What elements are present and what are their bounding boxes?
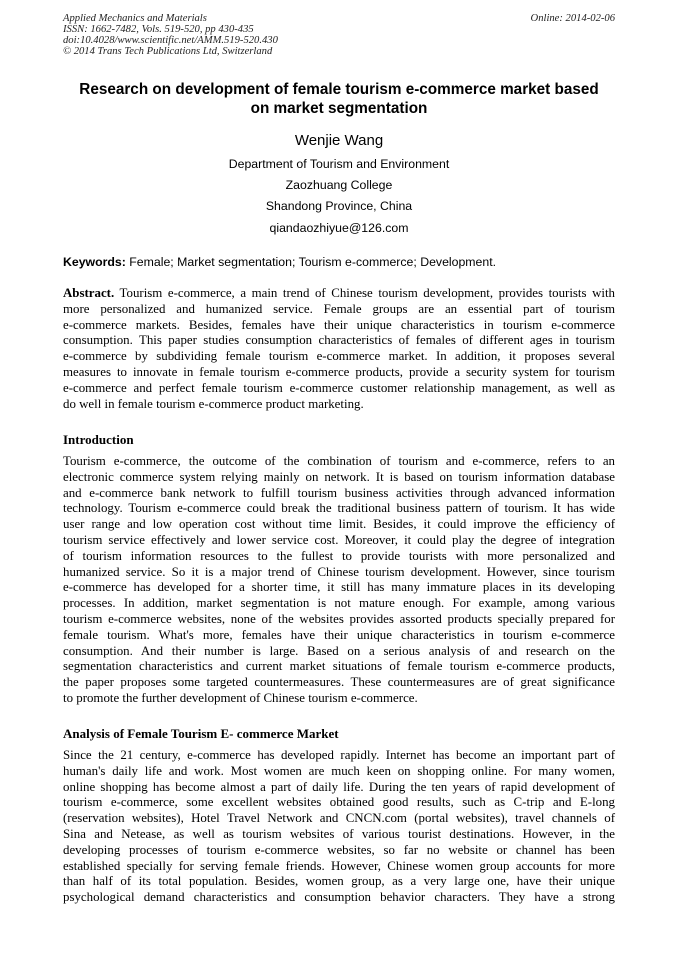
- abstract-line: do well in female tourism e-commerce product marketing.: [63, 396, 364, 411]
- body-line: and e-commerce bank network to fulfill tourism business activities through advanced information: [63, 485, 615, 500]
- abstract: [63, 286, 615, 412]
- abstract-line: e-commerce and perfect female tourism e-commerce customer relationship management, as well as: [63, 380, 615, 395]
- body-line: Since the 21 century, e-commerce has developed rapidly. Internet has become an important part of: [63, 748, 615, 762]
- keywords-text: Female; Market segmentation; Tourism e-commerce; Development.: [129, 255, 497, 269]
- keywords-label: Keywords:: [63, 255, 126, 269]
- body-line: processes. In addition, market segmentation is not mature enough. For example, among various: [63, 596, 615, 611]
- abstract-label: Abstract.: [63, 286, 115, 300]
- abstract-line: e-commerce by subdividing female tourism e-commerce market. In addition, it proposes several: [63, 349, 615, 364]
- body-line: female tourism. What's more, females have their unique characteristics in tourism e-commerce: [63, 627, 615, 642]
- author-location: Shandong Province, China: [265, 199, 413, 213]
- author-email: qiandaozhiyue@126.com: [269, 221, 409, 235]
- body-line: consumption. And their number is large. Based on a serious analysis of and research on the: [63, 643, 615, 658]
- body-line: tourism e-commerce, some excellent websites obtained good results, such as C-trip and E-long: [63, 795, 615, 810]
- keywords: [63, 254, 615, 270]
- paper-title: [40, 80, 638, 118]
- body-line: user range and low operation cost without time limit. Besides, it could improve the efficiency of: [63, 517, 615, 532]
- body-line: Tourism e-commerce, the outcome of the combination of tourism and e-commerce, refers to an: [63, 454, 615, 468]
- body-line: e-commerce has developed for a shorter time, it still has many immature places in its developing: [63, 580, 615, 595]
- body-line: segmentation characteristics and current market situations of female tourism e-commerce products,: [63, 659, 615, 674]
- journal-name: Applied Mechanics and Materials: [63, 13, 207, 24]
- body-line: developing processes of tourism e-commerce websites, so far no website or channel has been: [63, 842, 615, 857]
- analysis-body: [63, 748, 615, 906]
- author-department: Department of Tourism and Environment: [228, 157, 450, 171]
- doi: doi:10.4028/www.scientific.net/AMM.519-520.430: [63, 35, 278, 46]
- body-line: the paper proposes some targeted countermeasures. These countermeasures are of great significance: [63, 675, 615, 690]
- section-heading-introduction: Introduction: [63, 432, 134, 447]
- body-line: of tourism information resources to the fullest to provide tourists with more personalized and: [63, 548, 615, 563]
- body-line: established specially for serving female friends. However, Chinese women group accounts for more: [63, 858, 615, 873]
- online-date: Online: 2014-02-06: [530, 13, 615, 24]
- body-line: (reservation websites), Hotel Travel Network and CNCN.com (portal websites), travel channels of: [63, 811, 615, 826]
- section-heading-analysis: Analysis of Female Tourism E- commerce Market: [63, 726, 339, 741]
- body-line: Sina and Netease, as well as tourism websites of various tourist destinations. However, in the: [63, 826, 615, 841]
- body-line: human's daily life and work. Most women are much keen on shopping online. For many women,: [63, 763, 615, 778]
- abstract-line: more personalized and humanized service. Female groups are an essential part of tourism: [63, 301, 615, 316]
- body-line: technology. Tourism e-commerce could break the traditional business pattern of tourism. It has wide: [63, 501, 615, 516]
- body-line: than half of its total population. Besides, women group, as a very large one, have their unique: [63, 874, 615, 889]
- abstract-line: Abstract. Tourism e-commerce, a main trend of Chinese tourism development, provides tourists with: [63, 286, 615, 300]
- body-line: to promote the further development of Chinese tourism e-commerce.: [63, 690, 418, 705]
- body-line: electronic commerce system relying mainly on network. It is based on tourism information database: [63, 469, 615, 484]
- author-name: Wenjie Wang: [294, 132, 384, 149]
- body-line: tourism service effectively and lower service cost. Moreover, it could play the degree of integration: [63, 532, 615, 547]
- abstract-line: consumption. This paper studies consumption characteristics of females of different ages in tourism: [63, 333, 615, 348]
- abstract-line: measures to innovate in female tourism e-commerce products, provide a security system for tourism: [63, 364, 615, 379]
- title-line-1: Research on development of female tourism e-commerce market based: [79, 81, 599, 98]
- author-college: Zaozhuang College: [285, 178, 393, 192]
- introduction-body: [63, 454, 615, 707]
- abstract-line: e-commerce markets. Besides, females have their unique characteristics in tourism e-commerce: [63, 317, 615, 332]
- body-line: humanized service. So it is a major trend of Chinese tourism development. However, since tourism: [63, 564, 615, 579]
- copyright: © 2014 Trans Tech Publications Ltd, Switzerland: [63, 46, 273, 57]
- body-line: online shopping has become almost a part of daily life. During the ten years of rapid development of: [63, 779, 615, 794]
- journal-header: [63, 13, 615, 57]
- title-line-2: on market segmentation: [250, 100, 428, 117]
- issn: ISSN: 1662-7482, Vols. 519-520, pp 430-435: [63, 24, 254, 35]
- body-line: psychological demand characteristics and consumption behavior characters. They have a strong: [63, 890, 615, 905]
- body-line: tourism e-commerce websites, none of the websites provides assorted products specially prepared for: [63, 611, 615, 626]
